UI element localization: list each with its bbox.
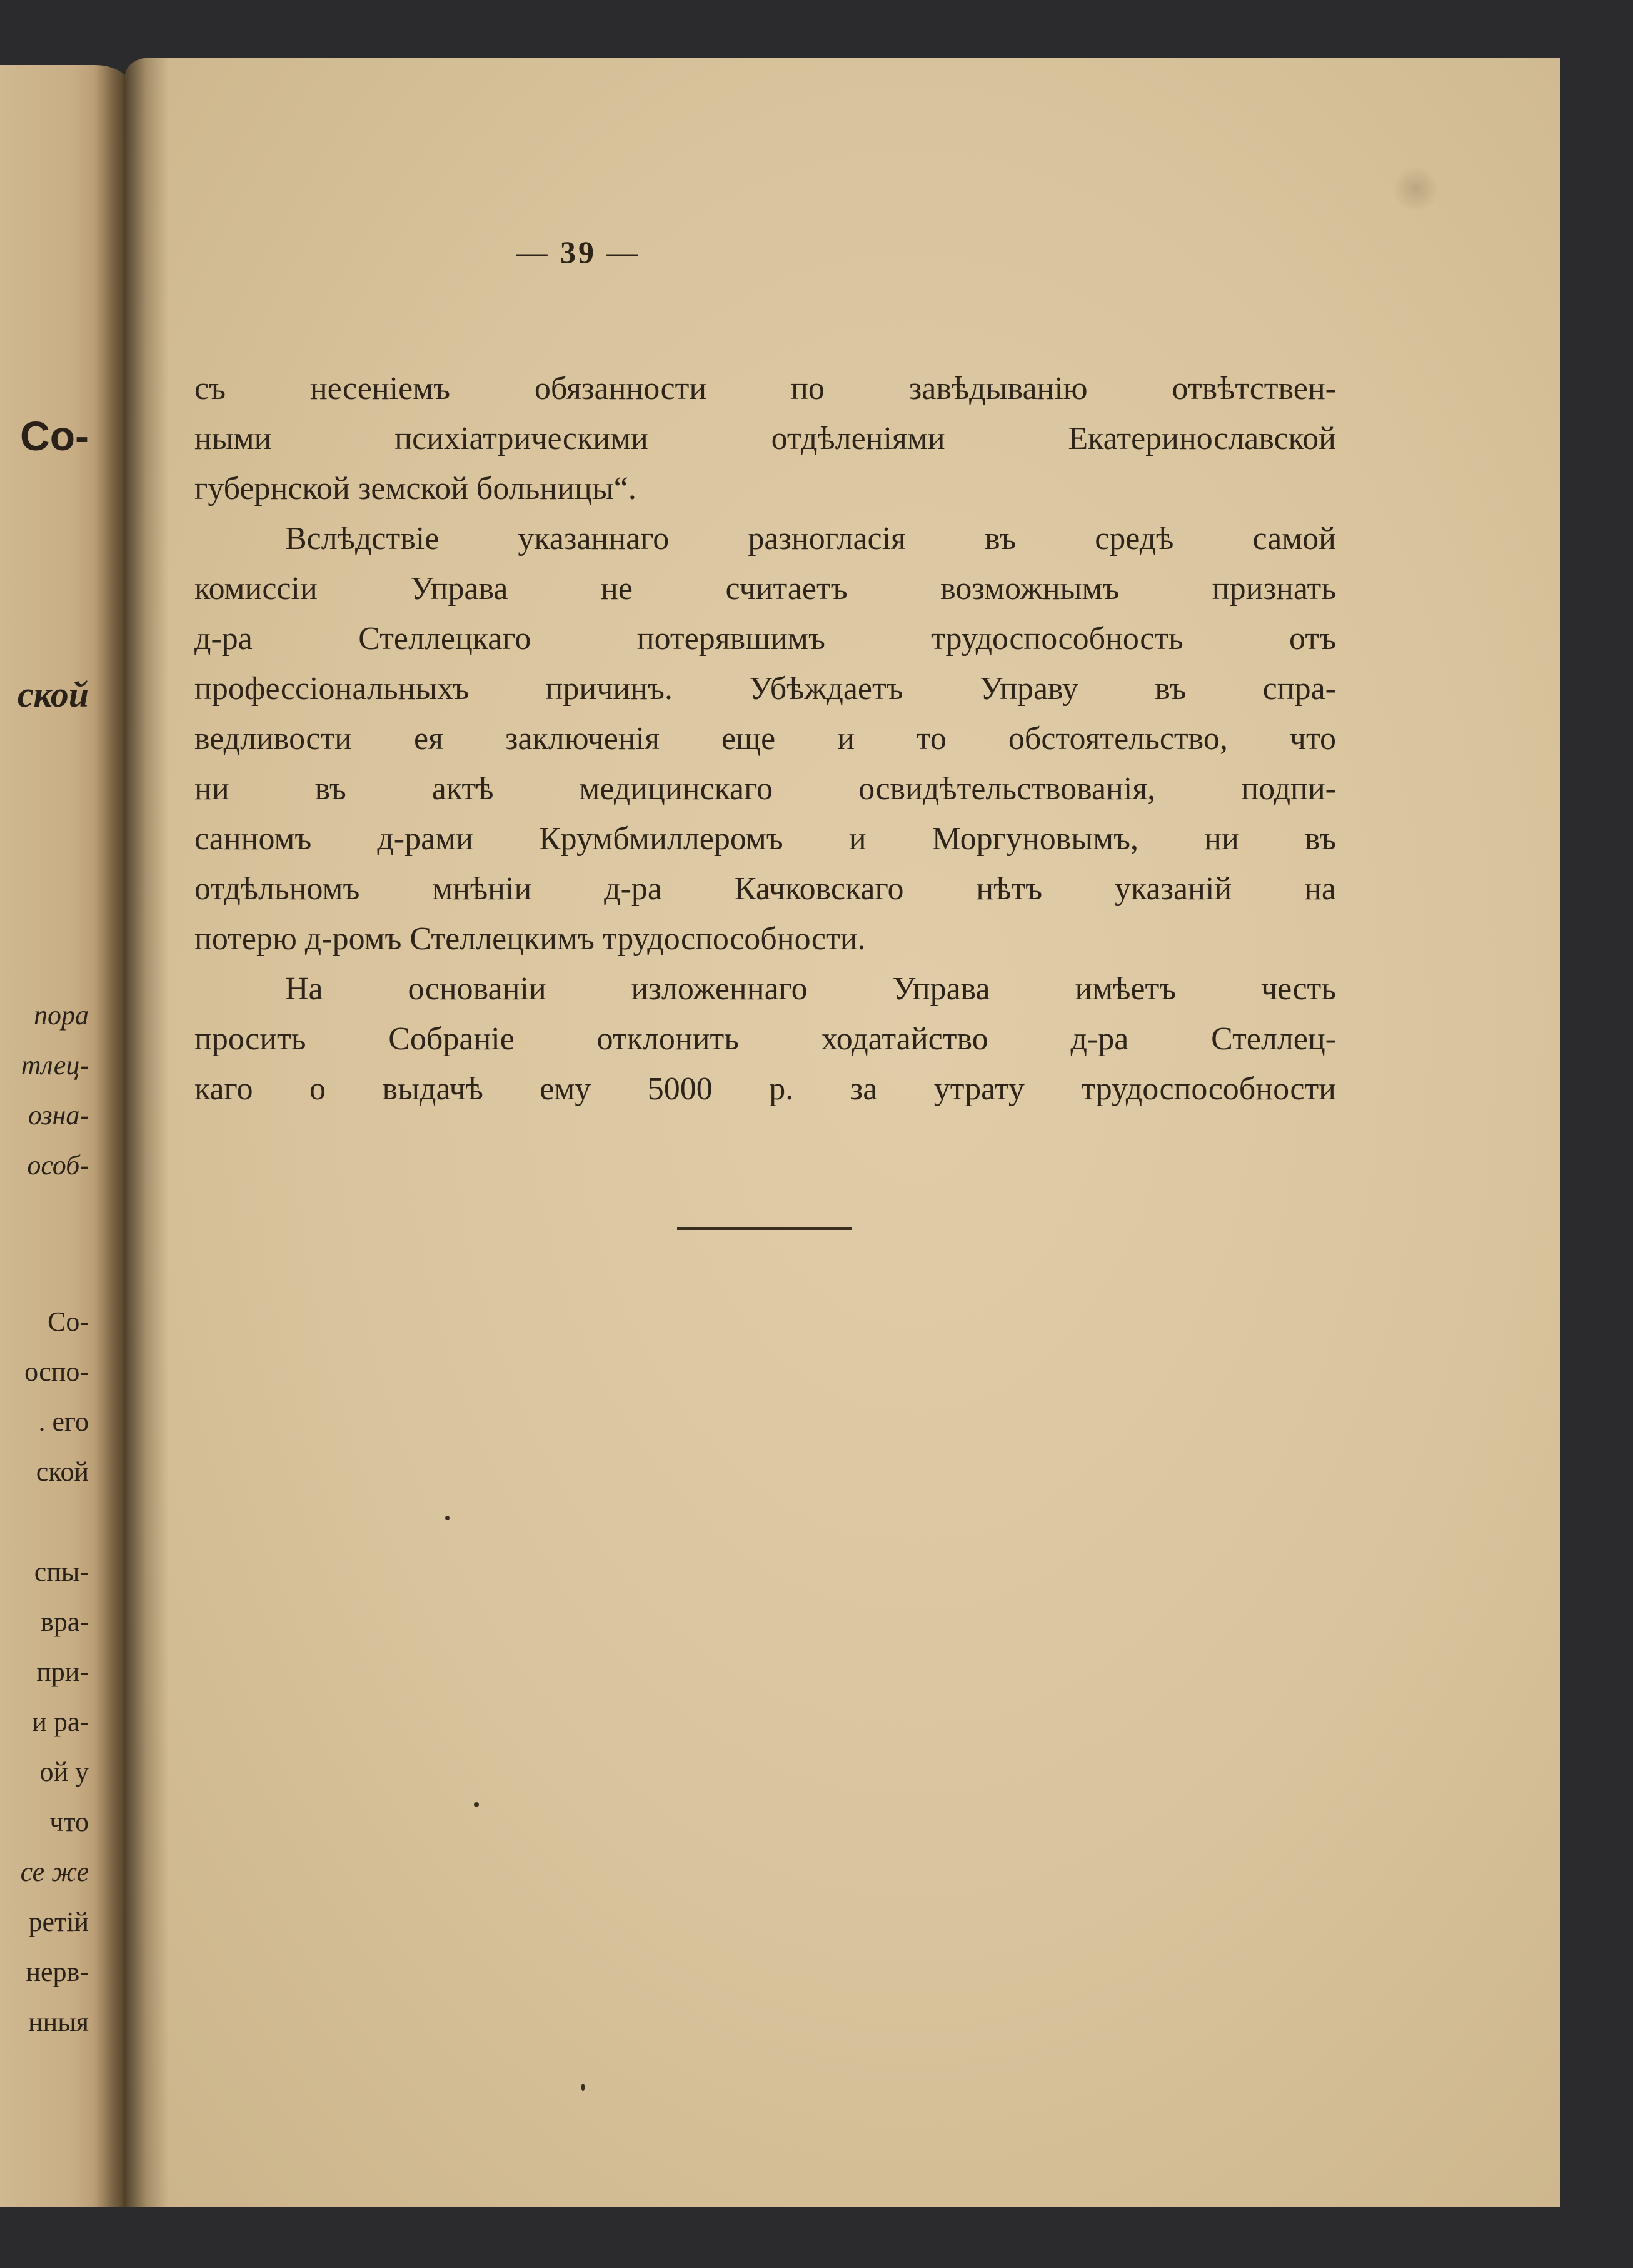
text-line: На основаніи изложеннаго Управа имѣетъ честь — [285, 971, 1336, 1007]
left-page-fragment: Со- — [20, 413, 89, 459]
left-page-fragment: ретій — [28, 1907, 89, 1937]
paper-stain — [1394, 164, 1438, 214]
paper-speck — [474, 1802, 479, 1807]
text-line: ными психіатрическими отдѣленіями Екатеринославской — [194, 421, 1336, 456]
gutter-shadow — [125, 58, 169, 2207]
left-page-fragment: озна- — [28, 1100, 89, 1131]
left-page-edge — [0, 65, 133, 2207]
text-line: съ несеніемъ обязанности по завѣдыванію отвѣтствен- — [194, 371, 1336, 406]
left-page-fragment: вра- — [41, 1606, 89, 1637]
left-page-fragment: нерв- — [26, 1957, 89, 1987]
text-line: ни въ актѣ медицинскаго освидѣтельствованія, подпи- — [194, 771, 1336, 807]
text-line: губернской земской больницы“. — [194, 471, 636, 507]
body-text — [194, 364, 1336, 1114]
page-39 — [125, 58, 1560, 2207]
text-line: комиссіи Управа не считаетъ возможнымъ признать — [194, 571, 1336, 607]
text-line: потерю д-ромъ Стеллецкимъ трудоспособности. — [194, 921, 866, 957]
left-page-fragment: . его — [38, 1406, 89, 1437]
text-line: профессіональныхъ причинъ. Убѣждаетъ Управу въ спра- — [194, 671, 1336, 707]
left-page-fragment: тлец- — [21, 1050, 89, 1081]
paper-speck — [581, 2084, 585, 2091]
text-line: д-ра Стеллецкаго потерявшимъ трудоспособность отъ — [194, 621, 1336, 657]
left-page-fragment: ской — [17, 674, 89, 715]
text-line: просить Собраніе отклонить ходатайство д-ра Стеллец- — [194, 1021, 1336, 1057]
left-page-fragment: нныя — [28, 2007, 89, 2037]
text-line: Вслѣдствіе указаннаго разногласія въ средѣ самой — [285, 521, 1336, 557]
left-page-fragment: спы- — [34, 1556, 89, 1587]
text-line: ведливости ея заключенія еще и то обстоятельство, что — [194, 721, 1336, 757]
left-page-fragment: се же — [20, 1857, 89, 1887]
left-page-fragment: оспо- — [24, 1356, 89, 1387]
left-page-fragment: пора — [34, 1000, 89, 1031]
left-page-fragment: ой у — [39, 1756, 89, 1787]
left-page-fragment: Со- — [48, 1306, 89, 1337]
left-page-fragment: и ра- — [32, 1706, 89, 1737]
text-line: каго о выдачѣ ему 5000 р. за утрату трудоспособности — [194, 1071, 1336, 1107]
page-number: — 39 — — [516, 234, 641, 270]
left-page-fragment: что — [49, 1807, 89, 1837]
text-line: отдѣльномъ мнѣніи д-ра Качковскаго нѣтъ указаній на — [194, 871, 1336, 907]
section-end-rule — [677, 1227, 852, 1230]
left-page-fragment: особ- — [27, 1150, 89, 1181]
left-page-fragment: ской — [36, 1456, 89, 1487]
left-page-fragment: при- — [36, 1656, 89, 1687]
text-line: санномъ д-рами Крумбмиллеромъ и Моргуновымъ, ни въ — [194, 821, 1336, 857]
paper-speck — [445, 1516, 450, 1520]
